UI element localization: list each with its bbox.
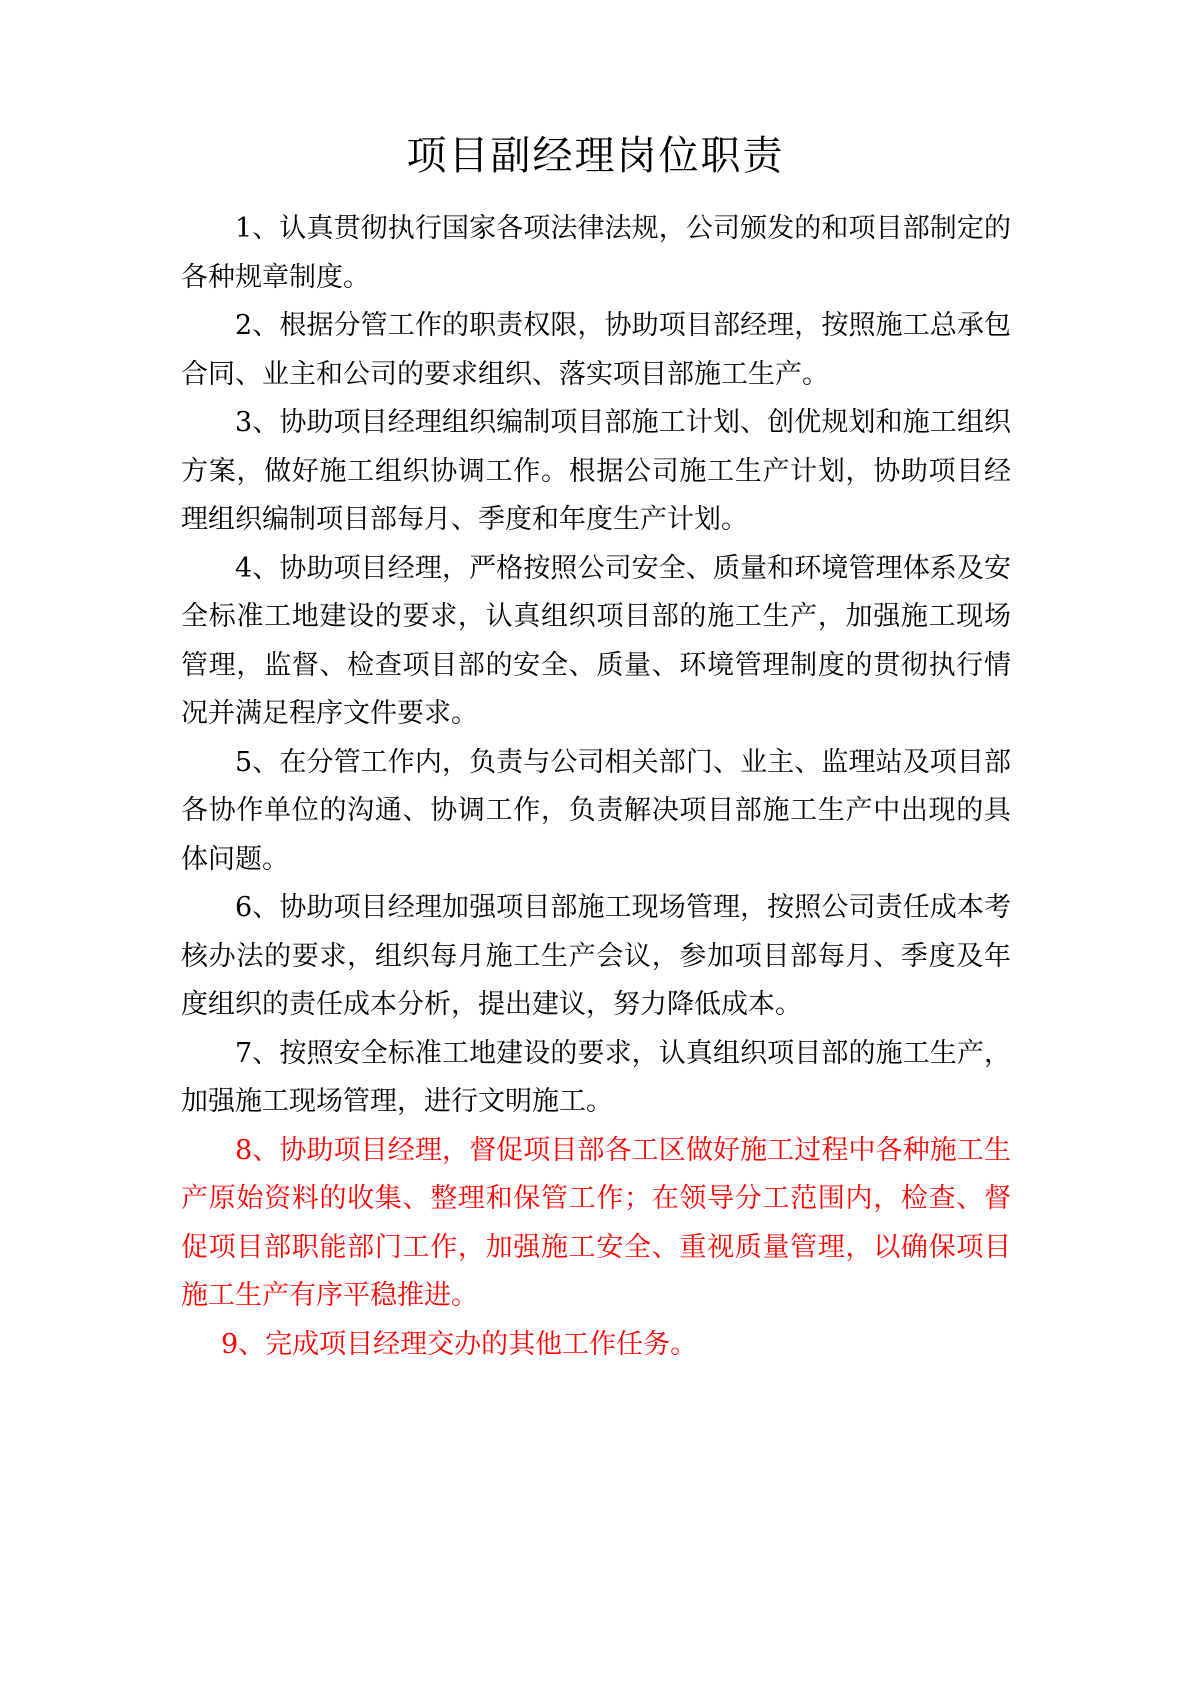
- duty-item-7: 7、按照安全标准工地建设的要求，认真组织项目部的施工生产，加强施工现场管理，进行文明施工。: [181, 1037, 1011, 1117]
- document-body: [181, 205, 1011, 1369]
- duty-item-4: 4、协助项目经理，严格按照公司安全、质量和环境管理体系及安全标准工地建设的要求，认真组织项目部的施工生产，加强施工现场管理，监督、检查项目部的安全、质量、环境管理制度的贯彻执行情况并满足程序文件要求。: [181, 552, 1011, 729]
- duty-item-2: 2、根据分管工作的职责权限，协助项目部经理，按照施工总承包合同、业主和公司的要求组织、落实项目部施工生产。: [181, 310, 1011, 390]
- duty-item-5: 5、在分管工作内，负责与公司相关部门、业主、监理站及项目部各协作单位的沟通、协调工作，负责解决项目部施工生产中出现的具体问题。: [181, 746, 1011, 875]
- duty-item-1: 1、认真贯彻执行国家各项法律法规，公司颁发的和项目部制定的各种规章制度。: [181, 213, 1011, 293]
- duty-item-3: 3、协助项目经理组织编制项目部施工计划、创优规划和施工组织方案，做好施工组织协调工作。根据公司施工生产计划，协助项目经理组织编制项目部每月、季度和年度生产计划。: [181, 407, 1011, 535]
- duty-item-9: 9、完成项目经理交办的其他工作任务。: [221, 1328, 698, 1360]
- duty-item-6: 6、协助项目经理加强项目部施工现场管理，按照公司责任成本考核办法的要求，组织每月施工生产会议，参加项目部每月、季度及年度组织的责任成本分析，提出建议，努力降低成本。: [181, 892, 1011, 1020]
- document-title: 项目副经理岗位职责: [406, 133, 785, 179]
- duty-item-8: 8、协助项目经理，督促项目部各工区做好施工过程中各种施工生产原始资料的收集、整理和保管工作；在领导分工范围内，检查、督促项目部职能部门工作，加强施工安全、重视质量管理，以确保项目施工生产有序平稳推进。: [181, 1134, 1011, 1311]
